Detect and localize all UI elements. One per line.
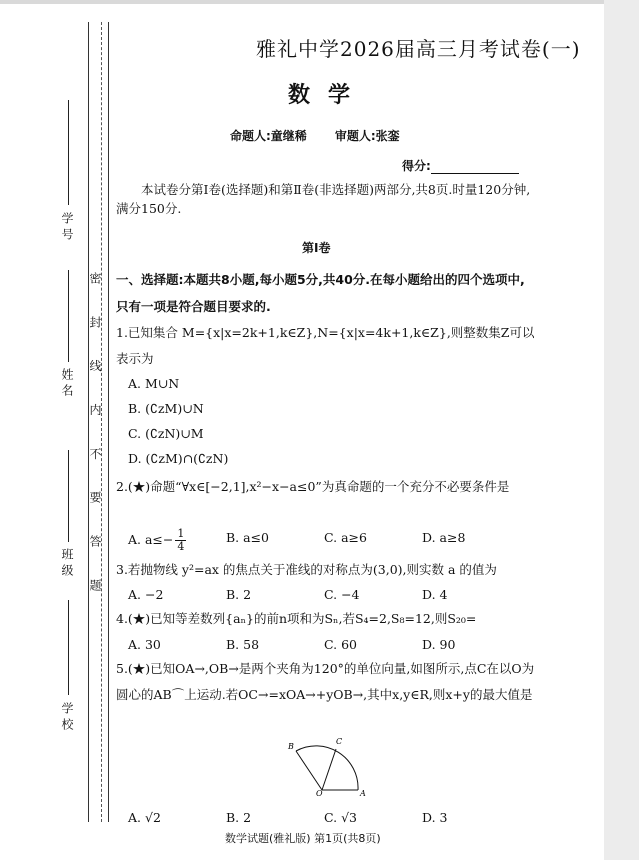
part-heading: 一、选择题:本题共8小题,每小题5分,共40分.在每小题给出的四个选项中,只有一项是符合题目要求的. bbox=[116, 272, 525, 314]
q1-option-c: C. (∁zN)∪M bbox=[128, 426, 204, 441]
q3-option-a: A. −2 bbox=[128, 587, 164, 602]
q2-fraction-num: 1 bbox=[177, 527, 185, 540]
page-footer: 数学试题(雅礼版) 第1页(共8页) bbox=[225, 832, 381, 845]
binding-name-label: 姓 名 bbox=[60, 368, 74, 396]
q1-option-d: D. (∁zM)∩(∁zN) bbox=[128, 451, 229, 466]
q5-option-c: C. √3 bbox=[324, 810, 357, 825]
section-title: 第Ⅰ卷 bbox=[302, 241, 331, 255]
setter: 命题人:童继稀 bbox=[230, 129, 307, 143]
q1-option-b: B. (∁zM)∪N bbox=[128, 401, 204, 416]
q5-option-d: D. 3 bbox=[422, 810, 448, 825]
binding-class-label: 班 级 bbox=[60, 548, 74, 576]
q5-vector-oc bbox=[322, 749, 336, 790]
score-blank bbox=[431, 161, 519, 174]
q5-label-a: A bbox=[360, 789, 366, 797]
q2-fraction bbox=[175, 528, 186, 553]
q5-vector-ob bbox=[296, 751, 322, 790]
q2-option-a-prefix: A. a≤− bbox=[128, 532, 174, 547]
q2-option-b: B. a≤0 bbox=[226, 530, 270, 545]
q5-figure bbox=[280, 733, 370, 797]
subject-title: 数学 bbox=[288, 83, 369, 108]
q3-option-d: D. 4 bbox=[422, 587, 448, 602]
q2-fraction-den: 4 bbox=[177, 540, 185, 553]
binding-class-blank bbox=[68, 450, 69, 542]
school-title: 雅礼中学2026届高三月考试卷(一) bbox=[256, 37, 581, 61]
q2-option-a bbox=[128, 528, 186, 553]
score-label: 得分: bbox=[402, 159, 431, 173]
q5-label-o: O bbox=[316, 789, 323, 797]
q2-option-c: C. a≥6 bbox=[324, 530, 367, 545]
binding-id-label: 学 号 bbox=[60, 212, 74, 240]
q5-label-b: B bbox=[288, 742, 294, 751]
q5-option-a: A. √2 bbox=[128, 810, 161, 825]
score-field bbox=[402, 157, 519, 174]
question-5-stem: 5.(★)已知OA→,OB→是两个夹角为120°的单位向量,如图所示,点C在以O为圆心的AB⌒上运动.若OC→=xOA→+yOB→,其中x,y∈R,则x+y的最大值是 bbox=[116, 661, 535, 702]
binding-name-blank bbox=[68, 270, 69, 362]
top-strip bbox=[0, 0, 604, 4]
viewer-gutter bbox=[604, 0, 639, 860]
binding-seal-text: 密 封 线 内 不 要 答 题 bbox=[88, 272, 102, 605]
question-2-stem: 2.(★)命题“∀x∈[−2,1],x²−x−a≤0”为真命题的一个充分不必要条件是 bbox=[116, 479, 510, 494]
q4-option-d: D. 90 bbox=[422, 637, 456, 652]
q4-option-c: C. 60 bbox=[324, 637, 357, 652]
question-1-stem: 1.已知集合 M={x|x=2k+1,k∈Z},N={x|x=4k+1,k∈Z},则整数集Z可以表示为 bbox=[116, 325, 535, 366]
q3-option-b: B. 2 bbox=[226, 587, 252, 602]
binding-id-blank bbox=[68, 100, 69, 205]
binding-school-label: 学 校 bbox=[60, 702, 74, 730]
q4-option-a: A. 30 bbox=[128, 637, 161, 652]
question-4-stem: 4.(★)已知等差数列{aₙ}的前n项和为Sₙ,若S₄=2,S₈=12,则S₂₀= bbox=[116, 611, 477, 626]
q5-label-c: C bbox=[336, 737, 343, 746]
q2-option-d: D. a≥8 bbox=[422, 530, 466, 545]
q1-option-a: A. M∪N bbox=[128, 376, 180, 391]
intro-text: 本试卷分第Ⅰ卷(选择题)和第Ⅱ卷(非选择题)两部分,共8页.时量120分钟,满分150分. bbox=[116, 182, 531, 216]
q5-arc bbox=[296, 746, 358, 790]
q4-option-b: B. 58 bbox=[226, 637, 260, 652]
q3-option-c: C. −4 bbox=[324, 587, 360, 602]
binding-school-blank bbox=[68, 600, 69, 695]
reviewer: 审题人:张銮 bbox=[334, 129, 400, 143]
q5-option-b: B. 2 bbox=[226, 810, 252, 825]
binding-line-right bbox=[108, 22, 109, 822]
authors bbox=[230, 127, 428, 144]
question-3-stem: 3.若抛物线 y²=ax 的焦点关于准线的对称点为(3,0),则实数 a 的值为 bbox=[116, 562, 497, 577]
